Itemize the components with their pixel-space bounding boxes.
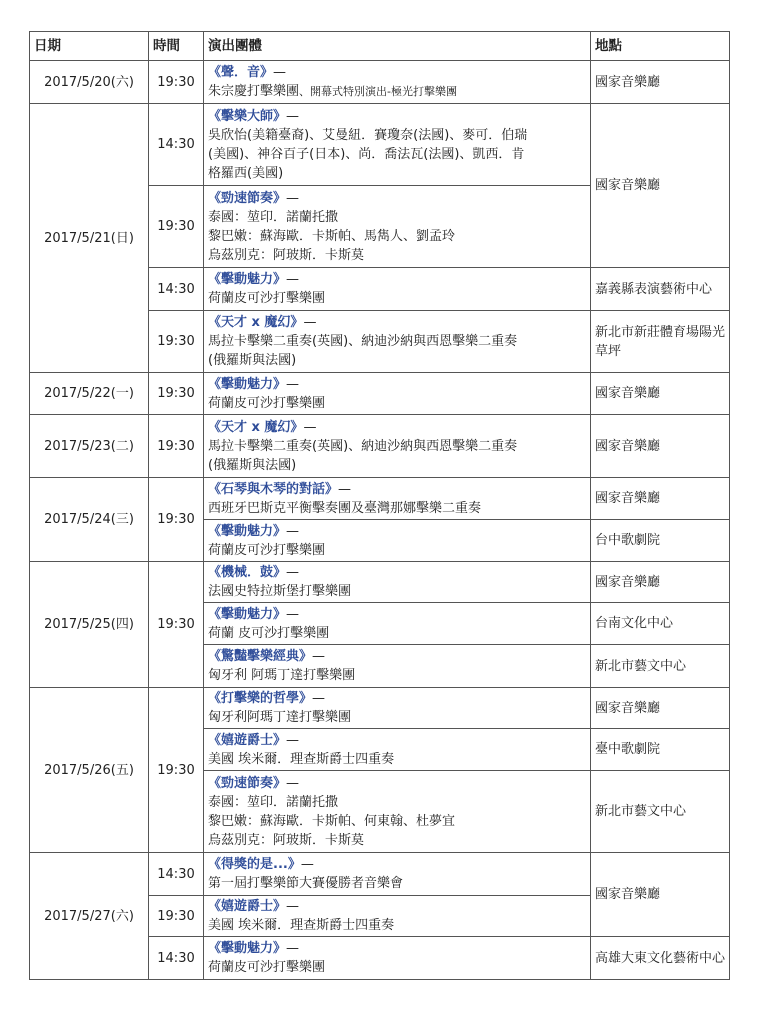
date-cell: 2017/5/20(六): [30, 61, 149, 104]
performer-line: 第一屆打擊樂節大賽優勝者音樂會: [208, 876, 404, 891]
title-dash: —: [303, 419, 317, 435]
show-title: 《擊動魅力》: [208, 376, 287, 392]
date-cell: 2017/5/24(三): [30, 478, 149, 562]
venue-cell: 台中歌劇院: [591, 520, 730, 562]
table-row: [30, 478, 730, 520]
performer-line: 泰國：堃印．諾蘭托撒: [208, 794, 339, 810]
time-cell: 19:30: [149, 415, 204, 478]
show-title: 《勁速節奏》: [208, 190, 287, 206]
show-title: 《勁速節奏》: [208, 775, 287, 791]
venue-cell: 高雄大東文化藝術中心: [591, 937, 730, 980]
performer-line: 吳欣怡(美籍臺裔)、艾曼紐．賽瓊奈(法國)、麥可．伯瑞: [208, 127, 528, 143]
show-title: 《石琴與木琴的對話》: [208, 481, 339, 497]
date-cell: 2017/5/25(四): [30, 562, 149, 688]
performance-cell: [204, 311, 591, 373]
venue-cell: 國家音樂廳: [591, 688, 730, 729]
performance-cell: [204, 186, 591, 268]
performance-cell: [204, 478, 591, 520]
table-row: [30, 373, 730, 415]
header-date: 日期: [30, 32, 149, 61]
performance-cell: [204, 415, 591, 478]
performer-line: (美國)、神谷百子(日本)、尚．喬法瓦(法國)、凱西．肯: [208, 146, 525, 162]
show-title: 《擊動魅力》: [208, 272, 287, 287]
title-dash: —: [286, 523, 300, 539]
title-dash: —: [273, 65, 287, 80]
venue-cell: 新北市新莊體育場陽光草坪: [591, 311, 730, 373]
time-cell: 19:30: [149, 478, 204, 562]
performance-cell: [204, 61, 591, 104]
title-dash: —: [286, 272, 300, 287]
title-dash: —: [300, 857, 314, 872]
performance-cell: [204, 896, 591, 937]
date-cell: 2017/5/22(一): [30, 373, 149, 415]
performer-line: 烏茲別克：阿玻斯．卡斯莫: [208, 247, 365, 263]
table-row: [30, 853, 730, 896]
title-dash: —: [286, 775, 300, 791]
title-dash: —: [286, 190, 300, 206]
venue-cell: 國家音樂廳: [591, 415, 730, 478]
performance-cell: [204, 268, 591, 311]
performer-line: 匈牙利阿瑪丁達打擊樂團: [208, 710, 352, 725]
performance-cell: [204, 603, 591, 645]
venue-cell: 國家音樂廳: [591, 373, 730, 415]
show-title: 《擊動魅力》: [208, 523, 287, 539]
header-time: 時間: [149, 32, 204, 61]
header-venue: 地點: [591, 32, 730, 61]
show-title: 《嬉遊爵士》: [208, 732, 287, 748]
time-cell: 19:30: [149, 186, 204, 268]
time-cell: 19:30: [149, 61, 204, 104]
show-title: 《驚豔擊樂經典》: [208, 649, 313, 664]
venue-cell: 國家音樂廳: [591, 61, 730, 104]
title-dash: —: [286, 376, 300, 392]
performer-line: 匈牙利 阿瑪丁達打擊樂團: [208, 668, 356, 683]
time-cell: 14:30: [149, 937, 204, 980]
performance-cell: [204, 520, 591, 562]
time-cell: 19:30: [149, 562, 204, 688]
title-dash: —: [286, 941, 300, 956]
schedule-table: [29, 31, 730, 980]
title-dash: —: [286, 565, 300, 580]
performer-line: 朱宗慶打擊樂團: [208, 84, 300, 99]
show-title: 《得獎的是...》: [208, 857, 301, 872]
performer-line: 格羅西(美國): [208, 165, 284, 181]
time-cell: 14:30: [149, 853, 204, 896]
time-cell: 19:30: [149, 373, 204, 415]
performer-line: (俄羅斯與法國): [208, 457, 297, 473]
performer-line: 荷蘭皮可沙打擊樂團: [208, 395, 326, 411]
performer-line: 烏茲別克：阿玻斯．卡斯莫: [208, 832, 365, 848]
venue-cell: 新北市藝文中心: [591, 771, 730, 853]
table-row: [30, 61, 730, 104]
performance-cell: [204, 373, 591, 415]
title-dash: —: [303, 315, 317, 330]
performance-cell: [204, 729, 591, 771]
time-cell: 19:30: [149, 896, 204, 937]
table-row: [30, 415, 730, 478]
venue-cell: 臺中歌劇院: [591, 729, 730, 771]
venue-cell: 新北市藝文中心: [591, 645, 730, 688]
performer-line: 荷蘭皮可沙打擊樂團: [208, 960, 326, 975]
performer-line: (俄羅斯與法國): [208, 353, 297, 368]
performer-line: 美國 埃米爾．理查斯爵士四重奏: [208, 918, 395, 933]
venue-cell: 台南文化中心: [591, 603, 730, 645]
header-performer: 演出團體: [204, 32, 591, 61]
show-title: 《打擊樂的哲學》: [208, 691, 313, 706]
show-title: 《天才 x 魔幻》: [208, 315, 304, 330]
venue-cell: 嘉義縣表演藝術中心: [591, 268, 730, 311]
venue-cell: 國家音樂廳: [591, 853, 730, 937]
time-cell: 14:30: [149, 104, 204, 186]
show-title: 《機械．鼓》: [208, 565, 287, 580]
performer-line: 泰國：堃印．諾蘭托撒: [208, 209, 339, 225]
performer-line: 黎巴嫩：蘇海歐．卡斯帕、何東翰、杜夢宜: [208, 813, 456, 829]
performer-line: 黎巴嫩：蘇海歐．卡斯帕、馬雋人、劉孟玲: [208, 228, 456, 244]
title-dash: —: [286, 732, 300, 748]
header-row: [30, 32, 730, 61]
title-dash: —: [286, 108, 300, 124]
performer-line: 西班牙巴斯克平衡擊奏團及臺灣那娜擊樂二重奏: [208, 500, 482, 516]
table-row: [30, 104, 730, 186]
date-cell: 2017/5/21(日): [30, 104, 149, 373]
performer-line: 馬拉卡擊樂二重奏(英國)、納迪沙納與西恩擊樂二重奏: [208, 334, 518, 349]
title-dash: —: [338, 481, 352, 497]
show-title: 《擊動魅力》: [208, 941, 287, 956]
venue-cell: 國家音樂廳: [591, 478, 730, 520]
table-row: [30, 562, 730, 603]
title-dash: —: [286, 899, 300, 914]
title-dash: —: [286, 606, 300, 622]
table-row: [30, 688, 730, 729]
show-title: 《聲．音》: [208, 65, 274, 80]
performance-cell: [204, 562, 591, 603]
show-title: 《擊樂大師》: [208, 108, 287, 124]
date-cell: 2017/5/23(二): [30, 415, 149, 478]
performer-line: 荷蘭皮可沙打擊樂團: [208, 542, 326, 558]
date-cell: 2017/5/26(五): [30, 688, 149, 853]
venue-cell: 國家音樂廳: [591, 562, 730, 603]
performance-cell: [204, 688, 591, 729]
performer-line: 馬拉卡擊樂二重奏(英國)、納迪沙納與西恩擊樂二重奏: [208, 438, 518, 454]
performer-note: 、開幕式特別演出-極光打擊樂團: [299, 85, 457, 98]
show-title: 《擊動魅力》: [208, 606, 287, 622]
title-dash: —: [312, 649, 326, 664]
date-cell: 2017/5/27(六): [30, 853, 149, 980]
performer-line: 荷蘭 皮可沙打擊樂團: [208, 625, 330, 641]
performance-cell: [204, 771, 591, 853]
performer-line: 美國 埃米爾．理查斯爵士四重奏: [208, 751, 395, 767]
time-cell: 19:30: [149, 688, 204, 853]
title-dash: —: [312, 691, 326, 706]
performance-cell: [204, 104, 591, 186]
performance-cell: [204, 853, 591, 896]
time-cell: 14:30: [149, 268, 204, 311]
performance-cell: [204, 645, 591, 688]
show-title: 《天才 x 魔幻》: [208, 419, 304, 435]
show-title: 《嬉遊爵士》: [208, 899, 287, 914]
performance-cell: [204, 937, 591, 980]
performer-line: 荷蘭皮可沙打擊樂團: [208, 291, 326, 306]
time-cell: 19:30: [149, 311, 204, 373]
performer-line: 法國史特拉斯堡打擊樂團: [208, 584, 352, 599]
venue-cell: 國家音樂廳: [591, 104, 730, 268]
